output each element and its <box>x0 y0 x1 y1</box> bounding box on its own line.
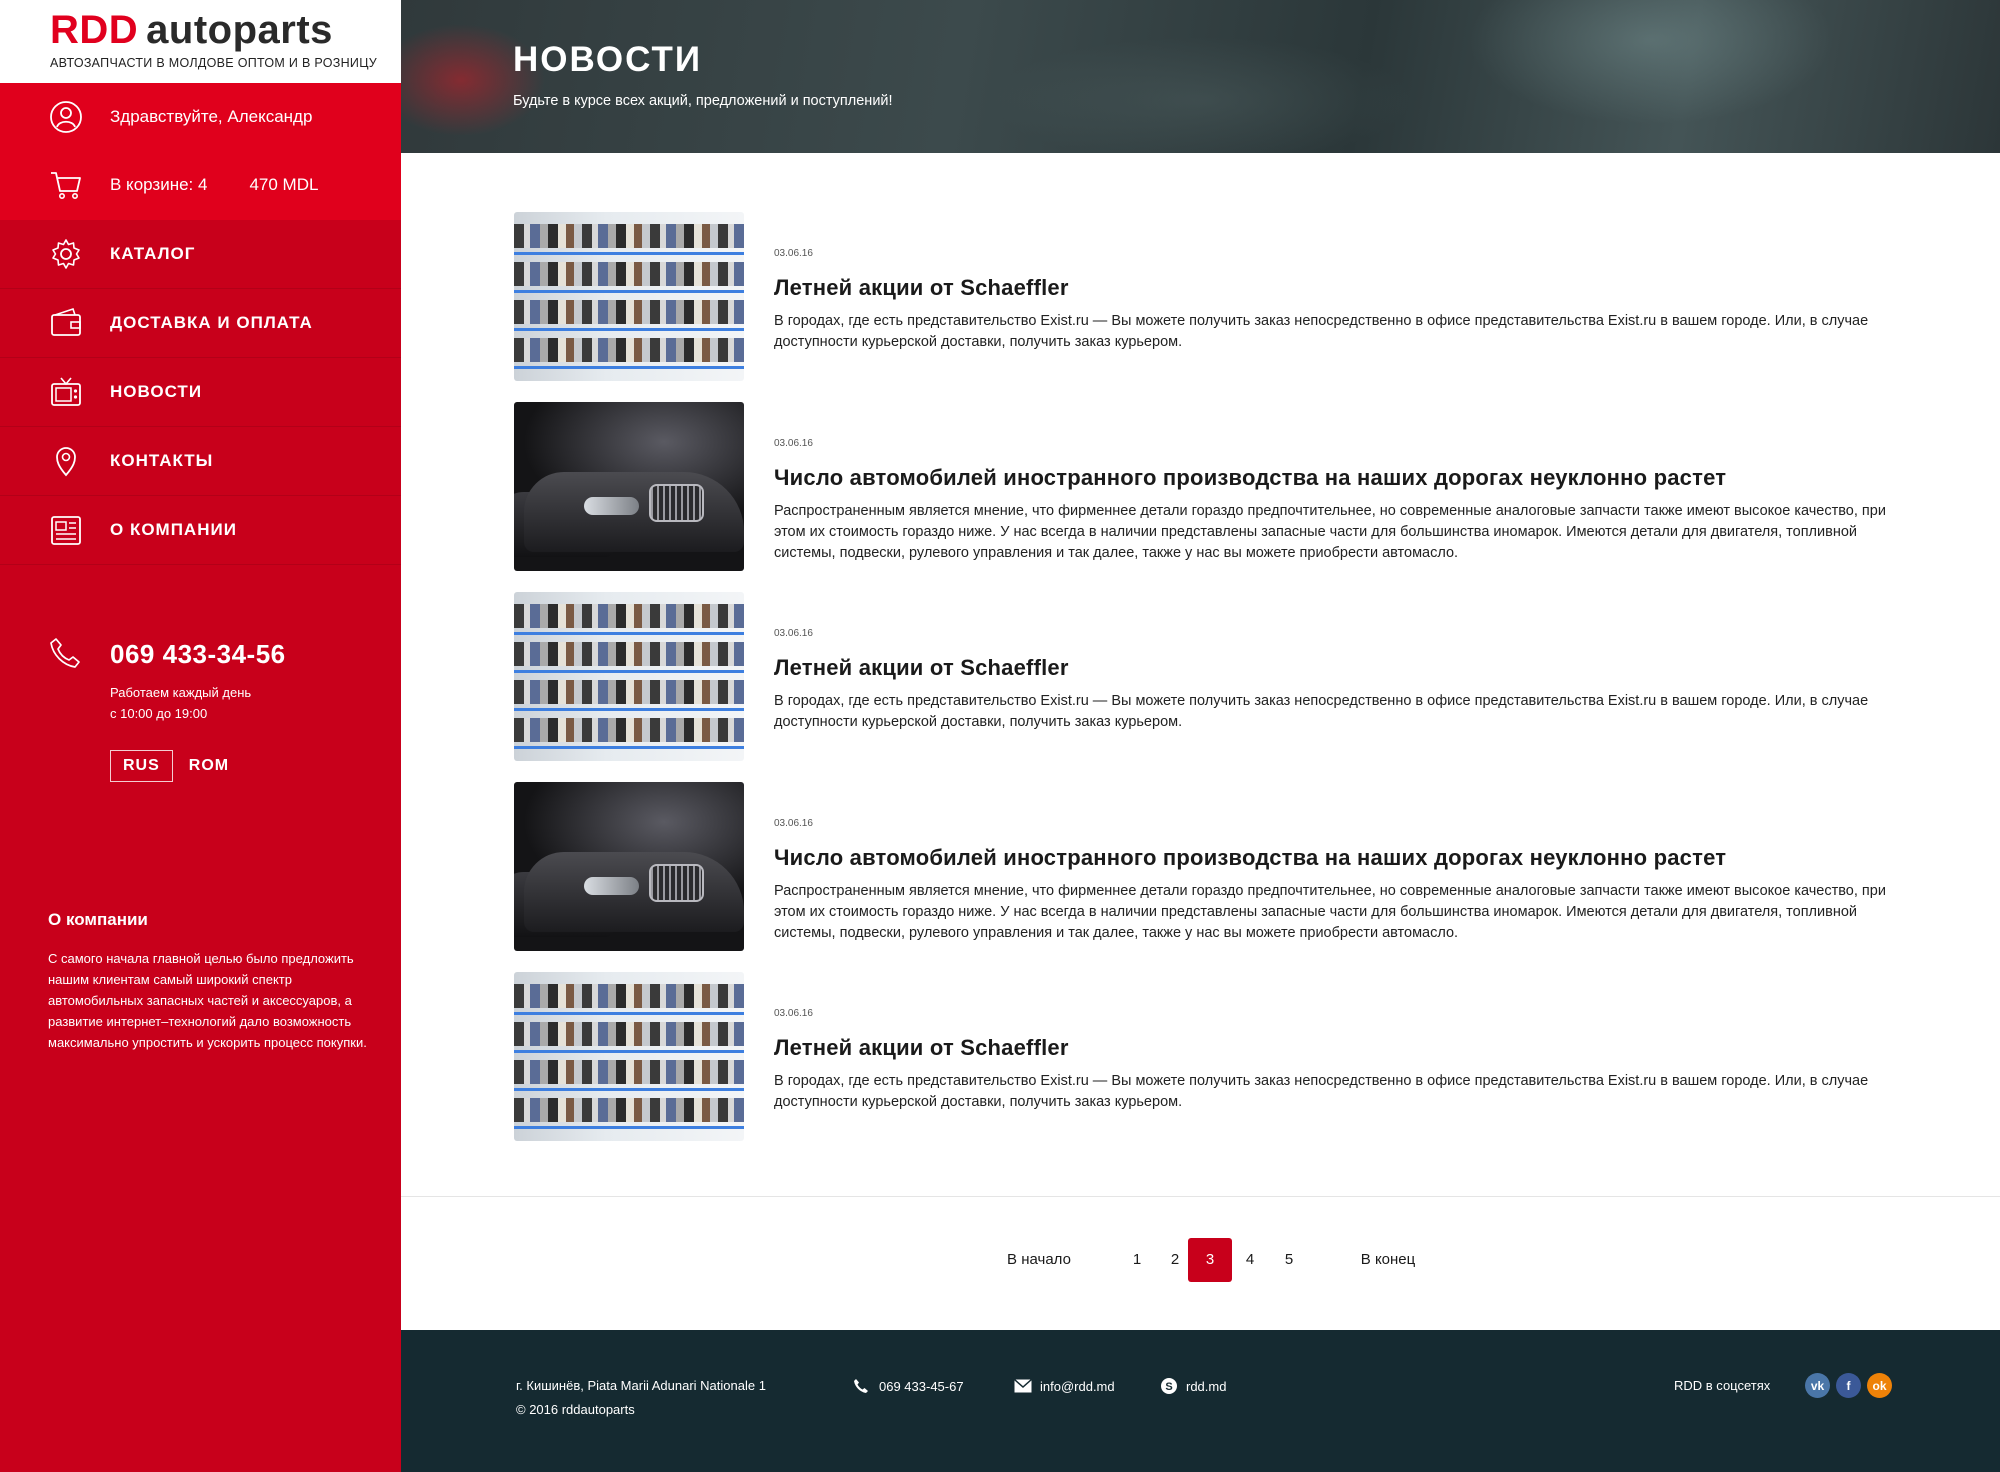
news-title[interactable]: Число автомобилей иностранного производства на наших дорогах неуклонно растет <box>774 845 1727 870</box>
footer-email[interactable] <box>1014 1378 1115 1394</box>
phone-icon <box>853 1378 871 1394</box>
skype-icon <box>1160 1378 1178 1394</box>
news-item[interactable] <box>514 782 1914 951</box>
facebook-icon[interactable]: f <box>1836 1373 1861 1398</box>
footer-phone-number: 069 433-45-67 <box>879 1378 964 1394</box>
mail-icon <box>1014 1378 1032 1394</box>
divider <box>401 1196 2000 1197</box>
cart-link[interactable] <box>0 151 401 219</box>
news-thumbnail-car[interactable] <box>514 402 744 571</box>
news-item[interactable] <box>514 592 1914 761</box>
user-greeting: Здравствуйте, Александр <box>110 107 313 126</box>
about-text: С самого начала главной целью было предложить нашим клиентам самый широкий спектр автомобильных запасных частей и аксессуаров, а развитие интернет–технологий дало возможность максимально упростить и ускорить процесс покупки. <box>48 951 367 1050</box>
news-text: Распространенным является мнение, что фирменнее детали гораздо предпочтительнее, но современные аналоговые запчасти также имеют высокое качество, при этом их стоимость гораздо ниже. У нас всегда в наличии представлены запасные части для большинства иномарок. Имеются детали для двигателя, топливной системы, подвески, рулевого управления и так далее, также у нас вы можете приобрести автомасло. <box>774 883 1886 941</box>
nav-item-catalog[interactable] <box>0 220 401 289</box>
language-switcher <box>110 750 286 782</box>
logo[interactable] <box>0 0 401 83</box>
footer-copyright: © 2016 rddautoparts <box>516 1402 635 1417</box>
cart-total: 470 MDL <box>249 175 319 194</box>
sidebar <box>0 0 401 1472</box>
pagination-last[interactable]: В конец <box>1360 1251 1416 1268</box>
page-title: НОВОСТИ <box>513 40 703 79</box>
logo-autoparts: autoparts <box>146 8 333 52</box>
news-date: 03.06.16 <box>774 818 813 829</box>
document-icon <box>48 512 84 548</box>
location-pin-icon <box>48 443 84 479</box>
lang-rus-button[interactable]: RUS <box>110 750 173 782</box>
page-banner <box>401 0 2000 153</box>
user-icon <box>48 99 84 135</box>
nav-label: КАТАЛОГ <box>110 244 196 263</box>
news-thumbnail-shelf[interactable] <box>514 212 744 381</box>
news-thumbnail-shelf[interactable] <box>514 972 744 1141</box>
about-block <box>48 910 368 1053</box>
news-date: 03.06.16 <box>774 628 813 639</box>
nav-label: НОВОСТИ <box>110 382 203 401</box>
news-list <box>514 212 1914 1162</box>
nav-label: ДОСТАВКА И ОПЛАТА <box>110 313 313 332</box>
news-date: 03.06.16 <box>774 1008 813 1019</box>
nav-item-contacts[interactable] <box>0 427 401 496</box>
news-item[interactable] <box>514 212 1914 381</box>
contact-block <box>48 636 286 782</box>
news-title[interactable]: Летней акции от Schaeffler <box>774 275 1069 300</box>
news-title[interactable]: Летней акции от Schaeffler <box>774 655 1069 680</box>
working-hours-days: Работаем каждый день <box>110 685 252 700</box>
pagination-page-1[interactable]: 1 <box>1132 1251 1142 1268</box>
main-nav <box>0 220 401 565</box>
nav-label: КОНТАКТЫ <box>110 451 214 470</box>
working-hours <box>110 682 286 724</box>
footer-phone[interactable] <box>853 1378 964 1394</box>
news-item[interactable] <box>514 972 1914 1141</box>
phone-number[interactable]: 069 433-34-56 <box>110 638 286 669</box>
nav-label: О КОМПАНИИ <box>110 520 237 539</box>
nav-item-about[interactable] <box>0 496 401 565</box>
news-date: 03.06.16 <box>774 248 813 259</box>
user-greeting-link[interactable] <box>0 83 401 151</box>
user-block <box>0 83 401 220</box>
tv-icon <box>48 374 84 410</box>
pagination-page-2[interactable]: 2 <box>1170 1251 1180 1268</box>
footer-skype[interactable] <box>1160 1378 1226 1394</box>
news-text: В городах, где есть представительство Exist.ru — Вы можете получить заказ непосредственно в офисе представительства Exist.ru в вашем городе. Или, в случае доступности курьерской доставки, получить заказ курьером. <box>774 1073 1869 1110</box>
phone-icon <box>48 636 84 672</box>
odnoklassniki-icon[interactable]: ok <box>1867 1373 1892 1398</box>
working-hours-time: с 10:00 до 19:00 <box>110 706 208 721</box>
footer-address: г. Кишинёв, Piata Marii Adunari Nationale 1 <box>516 1378 766 1393</box>
news-date: 03.06.16 <box>774 438 813 449</box>
pagination-first[interactable]: В начало <box>1007 1251 1071 1268</box>
pagination-page-4[interactable]: 4 <box>1245 1251 1255 1268</box>
wallet-icon <box>48 305 84 341</box>
page-subtitle: Будьте в курсе всех акций, предложений и поступлений! <box>513 93 893 109</box>
news-thumbnail-shelf[interactable] <box>514 592 744 761</box>
news-text: Распространенным является мнение, что фирменнее детали гораздо предпочтительнее, но современные аналоговые запчасти также имеют высокое качество, при этом их стоимость гораздо ниже. У нас всегда в наличии представлены запасные части для большинства иномарок. Имеются детали для двигателя, топливной системы, подвески, рулевого управления и так далее, также у нас вы можете приобрести автомасло. <box>774 503 1886 561</box>
pagination <box>401 1238 2000 1282</box>
footer <box>401 1330 2000 1472</box>
news-thumbnail-car[interactable] <box>514 782 744 951</box>
nav-item-delivery[interactable] <box>0 289 401 358</box>
news-item[interactable] <box>514 402 1914 571</box>
logo-wordmark <box>50 10 401 50</box>
footer-email-address: info@rdd.md <box>1040 1378 1115 1394</box>
logo-rdd: RDD <box>50 8 139 52</box>
gear-icon <box>48 236 84 272</box>
logo-tagline: АВТОЗАПЧАСТИ В МОЛДОВЕ ОПТОМ И В РОЗНИЦУ <box>50 56 378 70</box>
cart-icon <box>48 167 84 203</box>
pagination-page-3-current[interactable]: 3 <box>1188 1238 1232 1282</box>
about-title: О компании <box>48 910 148 929</box>
news-title[interactable]: Число автомобилей иностранного производства на наших дорогах неуклонно растет <box>774 465 1727 490</box>
lang-rom-button[interactable]: ROM <box>188 757 230 774</box>
footer-social-label: RDD в соцсетях <box>1674 1378 1771 1393</box>
vk-icon[interactable]: vk <box>1805 1373 1830 1398</box>
news-title[interactable]: Летней акции от Schaeffler <box>774 1035 1069 1060</box>
news-text: В городах, где есть представительство Exist.ru — Вы можете получить заказ непосредственно в офисе представительства Exist.ru в вашем городе. Или, в случае доступности курьерской доставки, получить заказ курьером. <box>774 313 1869 350</box>
cart-count: В корзине: 4 <box>110 175 208 194</box>
nav-item-news[interactable] <box>0 358 401 427</box>
svg-text:S: S <box>1165 1381 1173 1393</box>
news-text: В городах, где есть представительство Exist.ru — Вы можете получить заказ непосредственно в офисе представительства Exist.ru в вашем городе. Или, в случае доступности курьерской доставки, получить заказ курьером. <box>774 693 1869 730</box>
footer-skype-name: rdd.md <box>1186 1378 1227 1394</box>
pagination-page-5[interactable]: 5 <box>1284 1251 1294 1268</box>
